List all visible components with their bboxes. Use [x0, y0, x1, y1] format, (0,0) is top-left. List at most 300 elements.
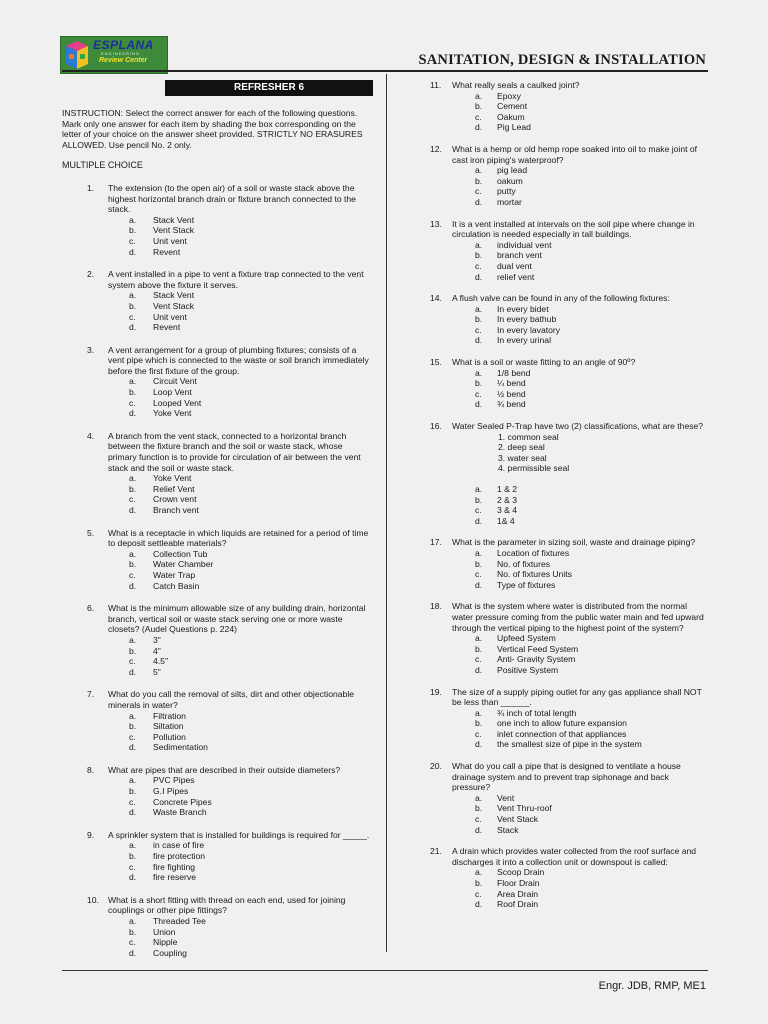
answer-option — [452, 261, 708, 272]
answer-option — [108, 732, 372, 743]
refresher-banner: REFRESHER 6 — [165, 80, 373, 96]
answer-option — [452, 165, 708, 176]
option-letter: c. — [475, 388, 482, 399]
question-text: What really seals a caulked joint? — [452, 80, 580, 90]
question-text: A branch from the vent stack, connected to a horizontal branch between the fixture branch and the soil or waste stack, whose primary function is to provide for circulation of air between the vent stack and the soil or waste stack. — [108, 430, 361, 473]
question-number: 8. — [87, 764, 95, 775]
question-text: What is the minimum allowable size of any building drain, horizontal branch, vertical soil or waste stack serving one or more waste closets? (Audel Questions p. 224) — [108, 603, 366, 635]
option-letter: c. — [475, 260, 482, 271]
option-letter: b. — [475, 803, 483, 814]
option-text: dual vent — [497, 260, 532, 271]
answer-option — [452, 335, 708, 346]
answer-option — [452, 803, 708, 814]
answer-option — [452, 101, 708, 112]
option-letter: b. — [129, 721, 137, 732]
option-text: Relief Vent — [153, 483, 195, 494]
answer-option — [108, 484, 372, 495]
answer-option — [108, 862, 372, 873]
option-letter: d. — [475, 196, 483, 207]
option-letter: b. — [129, 645, 137, 656]
column-divider — [386, 74, 387, 952]
option-text: inlet connection of that appliances — [497, 728, 627, 739]
option-letter: b. — [129, 225, 137, 236]
right-column — [428, 80, 708, 910]
answer-option — [452, 399, 708, 410]
answer-option — [452, 272, 708, 283]
option-text: one inch to allow future expansion — [497, 718, 627, 729]
option-letter: d. — [475, 515, 483, 526]
answer-option — [108, 581, 372, 592]
answer-option — [452, 793, 708, 804]
option-letter: c. — [129, 656, 136, 667]
option-text: Filtration — [153, 710, 186, 721]
answer-option — [452, 814, 708, 825]
answer-option — [452, 197, 708, 208]
answer-option — [108, 775, 372, 786]
answer-option — [452, 516, 708, 527]
answer-option — [108, 797, 372, 808]
answer-option — [108, 786, 372, 797]
option-text: Catch Basin — [153, 580, 200, 591]
question-item — [62, 603, 372, 677]
option-letter: d. — [129, 807, 137, 818]
answer-option — [108, 225, 372, 236]
option-text: 1 & 2 — [497, 484, 518, 494]
sub-list-item: 1. common seal — [498, 431, 559, 442]
option-text: Siltation — [153, 721, 184, 732]
option-text: Branch vent — [153, 505, 199, 515]
option-letter: c. — [475, 186, 482, 197]
option-letter: a. — [475, 867, 483, 878]
option-text: putty — [497, 186, 516, 197]
question-number: 6. — [87, 603, 95, 614]
option-text: In every bidet — [497, 303, 549, 314]
option-text: fire reserve — [153, 872, 196, 883]
answer-option — [452, 250, 708, 261]
question-item — [62, 431, 372, 516]
option-text: Unit vent — [153, 235, 187, 246]
option-text: 1& 4 — [497, 515, 515, 526]
option-text: relief vent — [497, 271, 535, 282]
answer-option — [108, 667, 372, 678]
question-text: A vent installed in a pipe to vent a fixture trap connected to the vent system above the fixture it serves. — [108, 269, 364, 290]
option-letter: d. — [129, 408, 137, 419]
option-text: Yoke Vent — [153, 408, 192, 419]
answer-option — [108, 290, 372, 301]
option-text: Vent — [497, 792, 515, 803]
answer-option — [108, 322, 372, 333]
option-text: In every lavatory — [497, 324, 561, 335]
option-letter: d. — [475, 579, 483, 590]
question-item — [428, 219, 708, 283]
option-letter: b. — [129, 300, 137, 311]
question-text: A sprinkler system that is installed for buildings is required for _____. — [108, 829, 370, 840]
option-text: Sedimentation — [153, 742, 208, 753]
option-text: Water Trap — [153, 569, 196, 580]
option-text: branch vent — [497, 250, 542, 261]
option-letter: a. — [129, 290, 137, 301]
option-letter: c. — [475, 654, 482, 665]
answer-option — [452, 899, 708, 910]
option-letter: a. — [129, 376, 137, 387]
option-text: Loop Vent — [153, 387, 192, 398]
option-letter: d. — [129, 666, 137, 677]
answer-option — [452, 867, 708, 878]
option-text: oakum — [497, 175, 523, 186]
question-item — [428, 80, 708, 133]
option-text: Vertical Feed System — [497, 643, 579, 654]
option-text: Upfeed System — [497, 633, 556, 644]
spacer — [452, 474, 708, 484]
answer-option — [108, 236, 372, 247]
answer-option — [452, 825, 708, 836]
option-letter: b. — [475, 718, 483, 729]
option-letter: a. — [475, 633, 483, 644]
option-letter: a. — [475, 239, 483, 250]
option-text: Union — [153, 926, 176, 937]
option-letter: a. — [129, 214, 137, 225]
option-letter: c. — [475, 888, 482, 899]
option-letter: d. — [475, 399, 483, 410]
question-number: 11. — [430, 80, 442, 90]
answer-option — [452, 644, 708, 655]
answer-option — [452, 633, 708, 644]
option-text: Stack Vent — [153, 290, 195, 301]
question-number: 9. — [87, 829, 95, 840]
option-text: Scoop Drain — [497, 867, 545, 878]
option-letter: c. — [475, 569, 482, 580]
answer-option — [108, 247, 372, 258]
answer-option — [452, 176, 708, 187]
question-number: 5. — [87, 527, 95, 538]
option-text: Vent Stack — [153, 300, 195, 311]
answer-option — [108, 494, 372, 505]
answer-option — [108, 721, 372, 732]
answer-option — [108, 387, 372, 398]
header-rule — [62, 70, 708, 72]
question-item — [428, 846, 708, 910]
answer-option — [452, 484, 708, 495]
sub-list-item: 4. permissible seal — [498, 463, 570, 474]
option-text: the smallest size of pipe in the system — [497, 739, 642, 750]
question-number: 2. — [87, 269, 95, 280]
answer-option — [108, 851, 372, 862]
option-letter: d. — [129, 322, 137, 333]
question-text: A flush valve can be found in any of the following fixtures: — [452, 293, 670, 304]
option-text: ¾ inch of total length — [497, 707, 577, 718]
option-letter: d. — [475, 899, 483, 910]
question-text: Water Sealed P-Trap have two (2) classifications, what are these? — [452, 421, 704, 432]
option-text: 3 & 4 — [497, 505, 518, 516]
question-number: 21. — [430, 846, 442, 857]
option-letter: d. — [129, 580, 137, 591]
option-letter: b. — [129, 851, 137, 862]
option-letter: c. — [129, 397, 136, 408]
option-text: 2 & 3 — [497, 494, 518, 505]
option-letter: b. — [475, 250, 483, 261]
option-text: fire protection — [153, 851, 206, 862]
answer-option — [452, 569, 708, 580]
option-text: 1/8 bend — [497, 367, 531, 378]
option-text: 4" — [153, 645, 161, 656]
question-list-left — [62, 183, 372, 958]
option-text: No. of fixtures — [497, 558, 551, 569]
question-item — [428, 293, 708, 346]
question-number: 19. — [430, 686, 442, 697]
question-item — [428, 421, 708, 526]
question-number: 3. — [87, 344, 95, 355]
answer-option — [452, 580, 708, 591]
option-text: 5" — [153, 666, 161, 677]
answer-option — [108, 312, 372, 323]
option-text: mortar — [497, 196, 522, 207]
question-item — [62, 895, 372, 959]
option-letter: a. — [129, 548, 137, 559]
question-text: A vent arrangement for a group of plumbing fixtures; consists of a vent pipe which is connected to the waste or soil branch immediately before the first fixture of the group. — [108, 344, 369, 376]
question-item — [428, 537, 708, 590]
option-text: Epoxy — [497, 90, 521, 101]
question-item — [62, 345, 372, 419]
option-text: Unit vent — [153, 311, 187, 322]
question-number: 10. — [87, 894, 99, 905]
question-list-right — [428, 80, 708, 910]
answer-option — [452, 314, 708, 325]
sub-list-item: 3. water seal — [498, 452, 547, 463]
option-letter: a. — [475, 547, 483, 558]
answer-option — [108, 570, 372, 581]
footer-author: Engr. JDB, RMP, ME1 — [598, 980, 706, 992]
question-item — [428, 357, 708, 410]
option-letter: d. — [475, 335, 483, 346]
question-text: A drain which provides water collected from the roof surface and discharges it into a collection unit or downspout is called: — [452, 846, 697, 867]
question-number: 7. — [87, 689, 95, 700]
option-text: Positive System — [497, 664, 559, 675]
option-letter: a. — [129, 916, 137, 926]
option-letter: d. — [129, 947, 137, 958]
option-letter: d. — [475, 739, 483, 750]
option-letter: c. — [129, 861, 136, 872]
option-letter: a. — [475, 303, 483, 314]
option-letter: c. — [129, 731, 136, 742]
option-letter: b. — [475, 314, 483, 325]
cube-logo-icon — [64, 39, 90, 71]
option-letter: c. — [475, 728, 482, 739]
question-text: It is a vent installed at intervals on the soil pipe where change in circulation is needed especially in tall buildings. — [452, 218, 695, 240]
answer-option — [108, 473, 372, 484]
answer-option — [452, 91, 708, 102]
option-letter: a. — [475, 484, 483, 494]
option-text: Oakum — [497, 111, 525, 122]
answer-option — [452, 122, 708, 133]
option-text: Water Chamber — [153, 559, 214, 570]
option-text: fire fighting — [153, 861, 196, 872]
question-number: 1. — [87, 182, 95, 193]
answer-option — [452, 240, 708, 251]
answer-option — [452, 389, 708, 400]
option-letter: c. — [475, 324, 482, 335]
answer-option — [108, 742, 372, 753]
option-text: Looped Vent — [153, 397, 202, 408]
option-text: Anti- Gravity System — [497, 654, 576, 665]
option-letter: c. — [129, 569, 136, 580]
answer-option — [452, 654, 708, 665]
answer-option — [108, 840, 372, 851]
option-text: Stack — [497, 824, 519, 835]
option-text: Vent Stack — [497, 814, 539, 825]
question-item — [428, 687, 708, 751]
option-text: Pig Lead — [497, 122, 531, 133]
option-letter: d. — [129, 246, 137, 257]
answer-option — [108, 807, 372, 818]
answer-option — [452, 878, 708, 889]
option-letter: d. — [475, 271, 483, 282]
option-text: Revent — [153, 322, 181, 333]
answer-option — [108, 376, 372, 387]
option-letter: b. — [475, 558, 483, 569]
option-letter: b. — [475, 878, 483, 888]
option-letter: b. — [129, 926, 137, 937]
option-text: Pollution — [153, 731, 186, 742]
answer-option — [108, 646, 372, 657]
question-number: 15. — [430, 357, 442, 368]
answer-option — [452, 718, 708, 729]
question-text: The size of a supply piping outlet for any gas appliance shall NOT be less than ______. — [452, 686, 702, 708]
answer-option — [452, 708, 708, 719]
option-text: Type of fixtures — [497, 579, 556, 590]
option-text: Vent Thru-roof — [497, 803, 552, 814]
option-letter: d. — [129, 742, 137, 753]
question-number: 17. — [430, 537, 442, 548]
answer-option — [452, 729, 708, 740]
answer-option — [452, 505, 708, 516]
option-text: Nipple — [153, 937, 178, 948]
option-text: Waste Branch — [153, 807, 207, 818]
option-text: Crown vent — [153, 494, 197, 505]
logo-tagline: ENGINEERING — [101, 51, 141, 56]
question-text: The extension (to the open air) of a soil or waste stack above the highest horizontal branch drain or fixture branch connected to the stack. — [108, 182, 356, 215]
question-item — [62, 183, 372, 257]
question-text: What do you call the removal of silts, dirt and other objectionable minerals in water? — [108, 689, 355, 710]
option-letter: c. — [129, 235, 136, 246]
question-text: What is a soil or waste fitting to an angle of 90º? — [452, 357, 636, 368]
option-letter: d. — [129, 872, 137, 883]
question-number: 12. — [430, 143, 442, 154]
question-number: 13. — [430, 218, 442, 229]
option-letter: c. — [475, 814, 482, 825]
option-letter: a. — [129, 840, 137, 851]
answer-option — [108, 408, 372, 419]
question-item — [62, 528, 372, 592]
option-letter: c. — [129, 937, 136, 948]
option-letter: a. — [475, 90, 483, 101]
question-item — [428, 601, 708, 675]
answer-option — [108, 948, 372, 959]
option-text: Circuit Vent — [153, 376, 197, 387]
option-text: PVC Pipes — [153, 775, 195, 786]
sub-list-item: 2. deep seal — [498, 442, 545, 453]
option-letter: b. — [129, 387, 137, 398]
option-text: G.I Pipes — [153, 786, 189, 797]
answer-option — [452, 548, 708, 559]
question-text: What is a short fitting with thread on each end, used for joining couplings or other pipe fittings? — [108, 894, 346, 916]
option-letter: a. — [475, 707, 483, 718]
option-text: Location of fixtures — [497, 547, 570, 558]
question-number: 18. — [430, 601, 442, 612]
option-letter: d. — [475, 664, 483, 675]
option-letter: b. — [475, 101, 483, 112]
option-text: Yoke Vent — [153, 473, 192, 484]
answer-option — [452, 495, 708, 506]
question-text: What is the system where water is distributed from the normal water pressure coming from the public water main and fed upward through the vertical piping to the highest point of the system? — [452, 601, 704, 633]
question-item — [62, 765, 372, 818]
option-text: Cement — [497, 101, 528, 112]
option-text: Coupling — [153, 947, 187, 958]
option-letter: d. — [475, 122, 483, 133]
option-letter: c. — [129, 311, 136, 322]
logo-name: ESPLANA — [93, 38, 154, 52]
question-number: 16. — [430, 421, 442, 432]
option-text: Revent — [153, 246, 181, 257]
answer-option — [452, 378, 708, 389]
answer-option — [108, 937, 372, 948]
option-letter: b. — [475, 494, 483, 505]
question-item — [62, 689, 372, 753]
instruction-text: INSTRUCTION: Select the correct answer for each of the following questions. Mark only one answer for each item by shading the box corresponding on the letter of your choice on the answer sheet provided. STRICTLY NO ERASURES ALLOWED. Use pencil No. 2 only. — [62, 108, 363, 150]
option-letter: a. — [129, 634, 137, 645]
question-item — [428, 761, 708, 835]
answer-option — [108, 927, 372, 938]
option-letter: b. — [129, 483, 137, 494]
question-number: 14. — [430, 293, 442, 304]
option-text: in case of fire — [153, 840, 205, 851]
option-text: No. of fixtures Units — [497, 569, 572, 580]
logo-review-center: Review Center — [99, 57, 148, 64]
option-letter: b. — [475, 643, 483, 654]
answer-option — [452, 186, 708, 197]
option-text: Floor Drain — [497, 878, 540, 888]
option-text: Threaded Tee — [153, 916, 206, 926]
answer-option — [108, 549, 372, 560]
option-text: 3" — [153, 634, 161, 645]
answer-option — [108, 301, 372, 312]
option-letter: c. — [129, 796, 136, 807]
option-letter: a. — [475, 165, 483, 176]
option-letter: b. — [475, 175, 483, 186]
option-text: Stack Vent — [153, 214, 195, 225]
option-text: ¾ bend — [497, 399, 526, 410]
question-text: What is the parameter in sizing soil, waste and drainage piping? — [452, 537, 696, 548]
option-text: 4.5" — [153, 656, 168, 667]
answer-option — [108, 635, 372, 646]
question-item — [62, 830, 372, 883]
answer-option — [452, 559, 708, 570]
answer-option — [108, 872, 372, 883]
answer-option — [108, 916, 372, 927]
option-letter: c. — [129, 494, 136, 505]
option-letter: c. — [475, 111, 482, 122]
option-letter: d. — [129, 505, 137, 515]
question-text: What do you call a pipe that is designed to ventilate a house drainage system and to prevent trap siphonage and back pressure? — [452, 761, 681, 793]
answer-option — [452, 739, 708, 750]
option-text: Vent Stack — [153, 225, 195, 236]
option-text: ¼ bend — [497, 378, 526, 389]
answer-option — [452, 665, 708, 676]
answer-option — [108, 505, 372, 516]
left-column — [62, 80, 372, 958]
option-text: ½ bend — [497, 388, 526, 399]
answer-option — [452, 889, 708, 900]
option-text: Collection Tub — [153, 548, 208, 559]
